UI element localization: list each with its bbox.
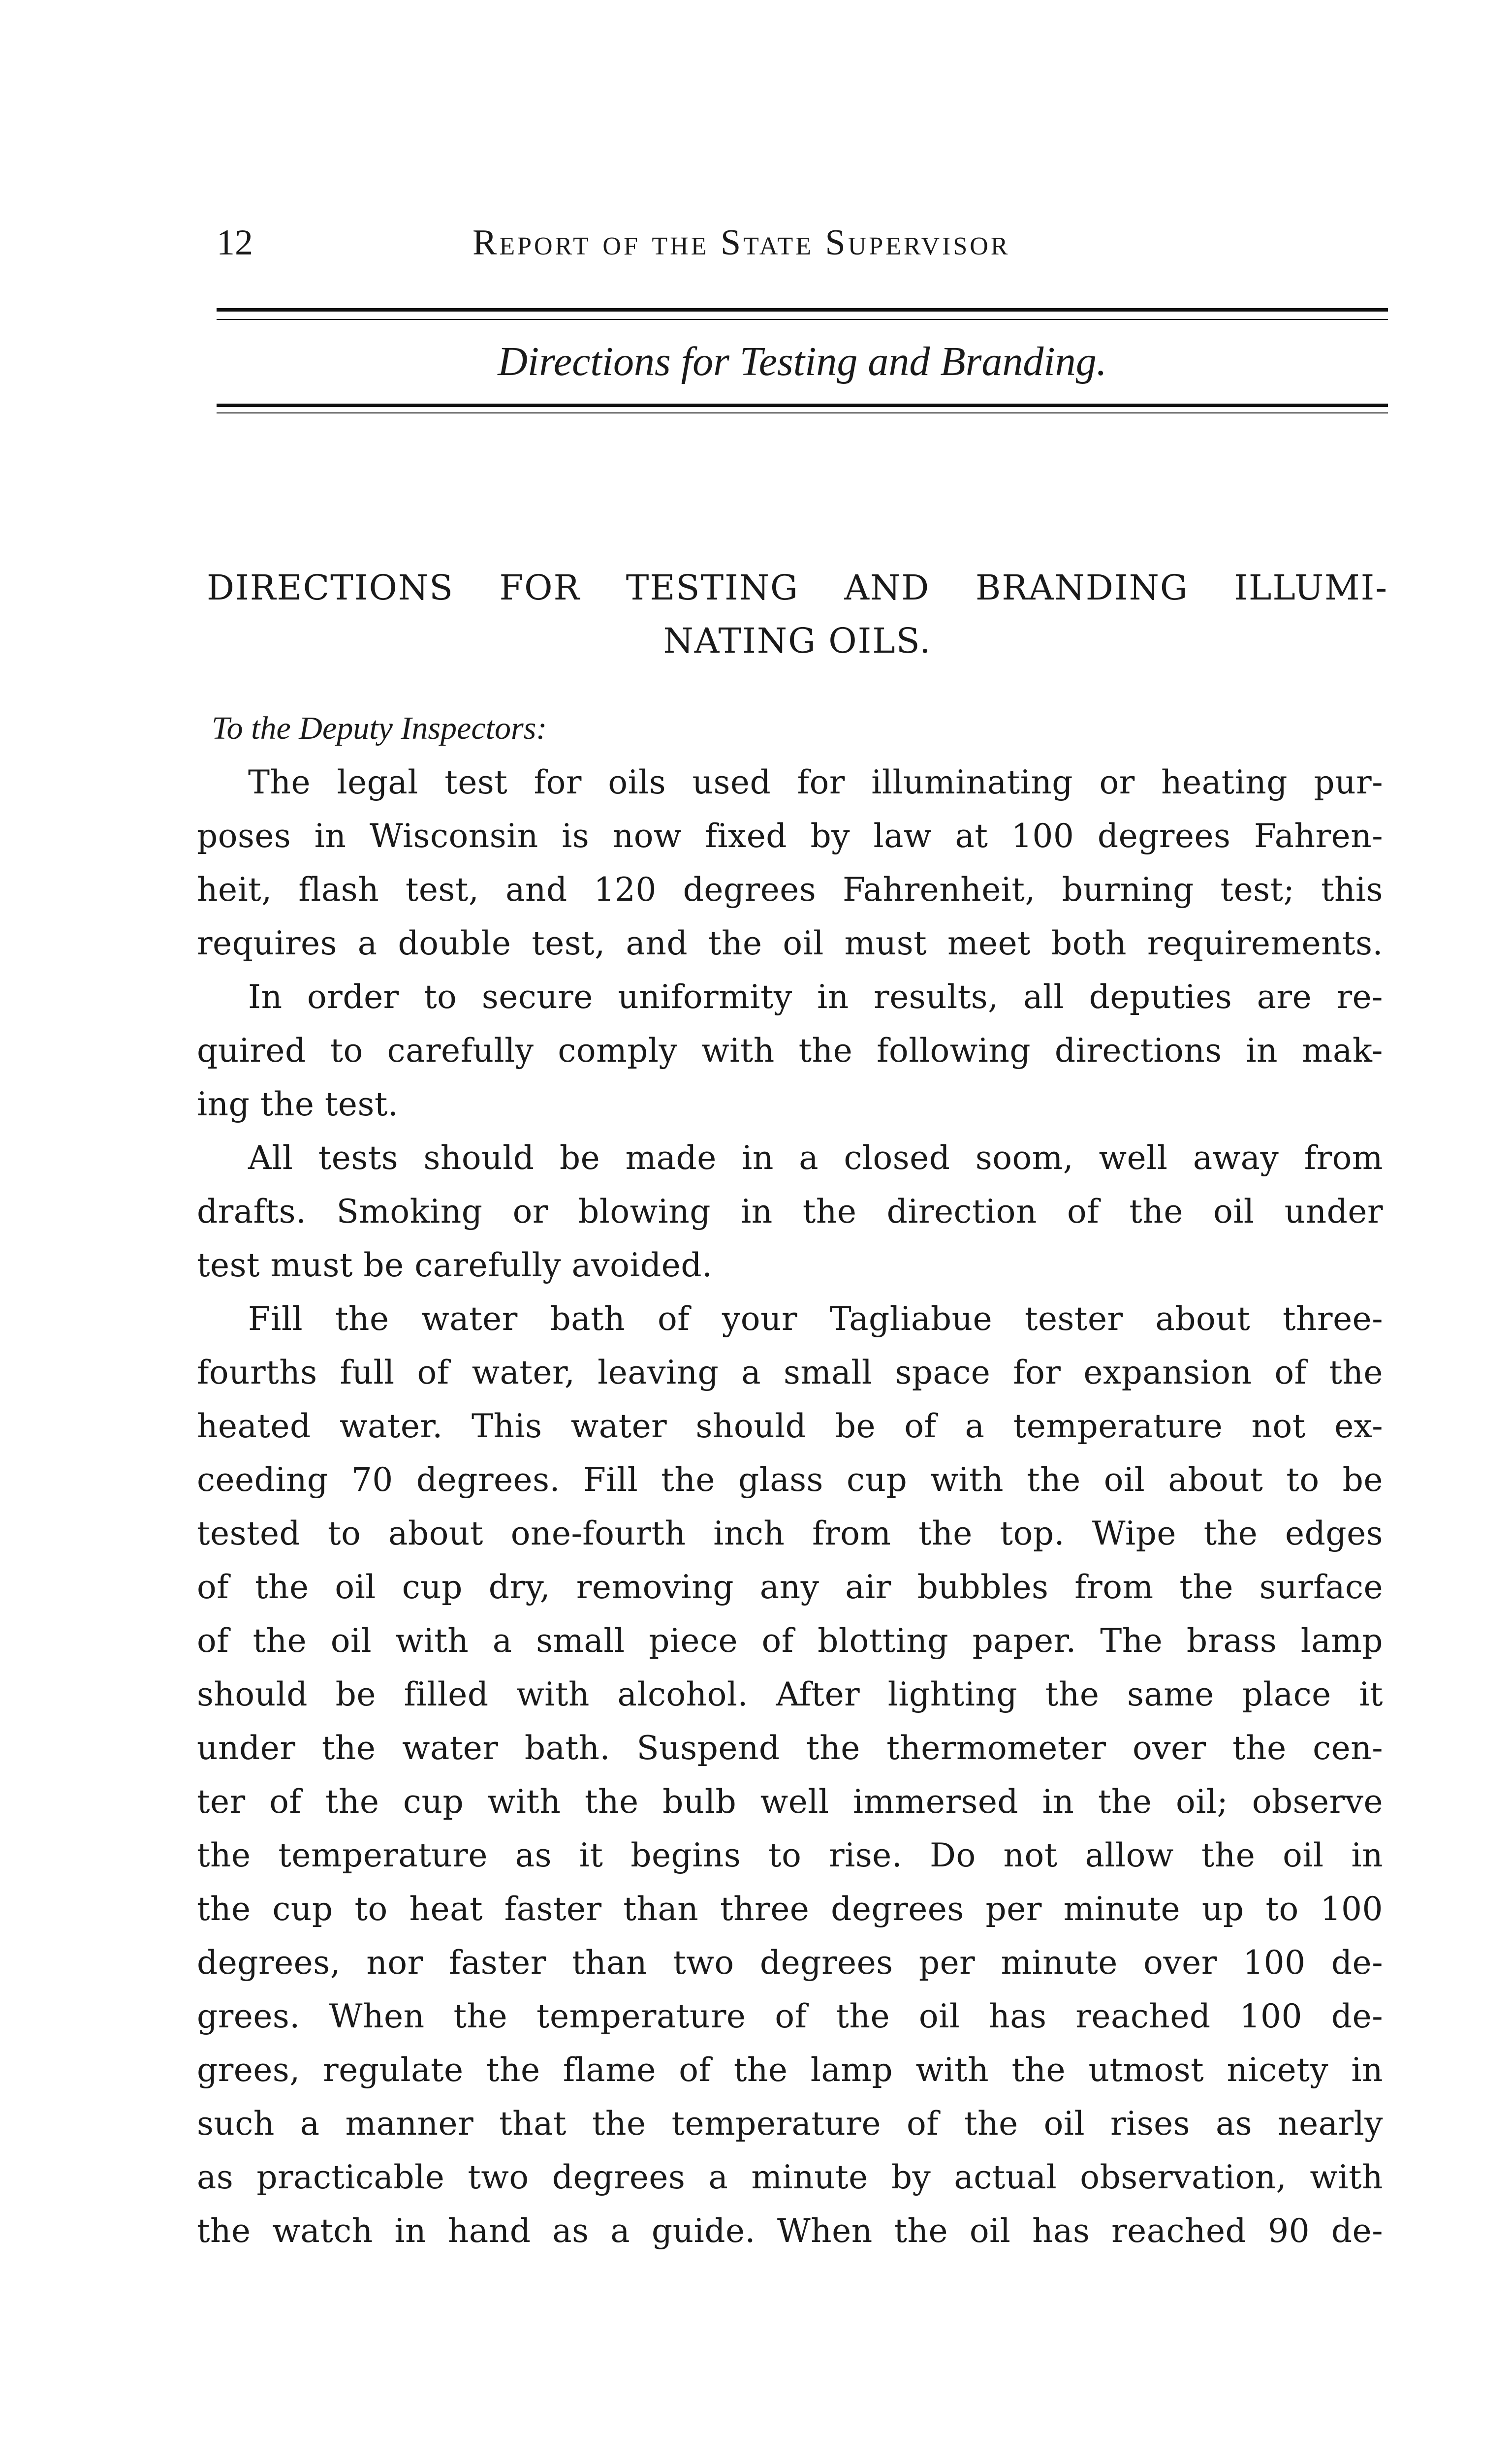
text-line: the temperature as it begins to rise. Do not allow the oil in — [197, 1836, 1383, 1874]
header-rule-top — [217, 308, 1388, 312]
body-text — [197, 756, 1383, 2258]
salutation: To the Deputy Inspectors: — [212, 710, 547, 746]
text-line: test must be carefully avoided. — [197, 1246, 713, 1284]
text-line: heated water. This water should be of a temperature not ex- — [197, 1407, 1383, 1445]
running-header — [217, 216, 1388, 270]
text-line: ing the test. — [197, 1085, 399, 1123]
header-rule-top-thin — [217, 319, 1388, 320]
article-title — [207, 561, 1388, 667]
text-line: tested to about one-fourth inch from the top. Wipe the edges — [197, 1514, 1383, 1552]
text-line: of the oil cup dry, removing any air bubbles from the surface — [197, 1568, 1383, 1606]
text-line: drafts. Smoking or blowing in the direction of the oil under — [197, 1193, 1383, 1230]
text-line: such a manner that the temperature of the oil rises as nearly — [197, 2105, 1383, 2143]
article-title-line-2: NATING OILS. — [663, 621, 932, 661]
text-line: Fill the water bath of your Tagliabue tester about three- — [248, 1300, 1383, 1338]
text-line: All tests should be made in a closed soom, well away from — [248, 1139, 1383, 1177]
text-line: the cup to heat faster than three degrees per minute up to 100 — [197, 1890, 1383, 1928]
text-line: grees, regulate the flame of the lamp with the utmost nicety in — [197, 2051, 1383, 2089]
text-line: ceeding 70 degrees. Fill the glass cup with the oil about to be — [197, 1461, 1383, 1499]
text-line: of the oil with a small piece of blotting paper. The brass lamp — [197, 1622, 1383, 1660]
text-line: poses in Wisconsin is now fixed by law at 100 degrees Fahren- — [197, 817, 1383, 855]
text-line: under the water bath. Suspend the thermometer over the cen- — [197, 1729, 1383, 1767]
text-line: The legal test for oils used for illuminating or heating pur- — [248, 763, 1383, 801]
article-title-line-1: DIRECTIONS FOR TESTING AND BRANDING ILLUMI- — [207, 568, 1388, 608]
page-number: 12 — [217, 222, 253, 263]
text-line: as practicable two degrees a minute by actual observation, with — [197, 2158, 1383, 2196]
text-line: quired to carefully comply with the following directions in mak- — [197, 1032, 1383, 1070]
text-line: should be filled with alcohol. After lighting the same place it — [197, 1675, 1383, 1713]
text-line: degrees, nor faster than two degrees per minute over 100 de- — [197, 1944, 1383, 1982]
text-line: requires a double test, and the oil must meet both requirements. — [197, 924, 1383, 962]
running-title: Report of the State Supervisor — [472, 222, 1010, 263]
text-line: the watch in hand as a guide. When the oil has reached 90 de- — [197, 2212, 1383, 2250]
text-line: heit, flash test, and 120 degrees Fahrenheit, burning test; this — [197, 871, 1383, 909]
text-line: grees. When the temperature of the oil has reached 100 de- — [197, 1997, 1383, 2035]
text-line: fourths full of water, leaving a small space for expansion of the — [197, 1354, 1383, 1391]
header-rule-bottom — [217, 404, 1388, 407]
text-line: ter of the cup with the bulb well immersed in the oil; observe — [197, 1783, 1383, 1821]
header-rule-bottom-thin — [217, 412, 1388, 413]
text-line: In order to secure uniformity in results, all deputies are re- — [248, 978, 1383, 1016]
section-heading: Directions for Testing and Branding. — [498, 339, 1107, 384]
